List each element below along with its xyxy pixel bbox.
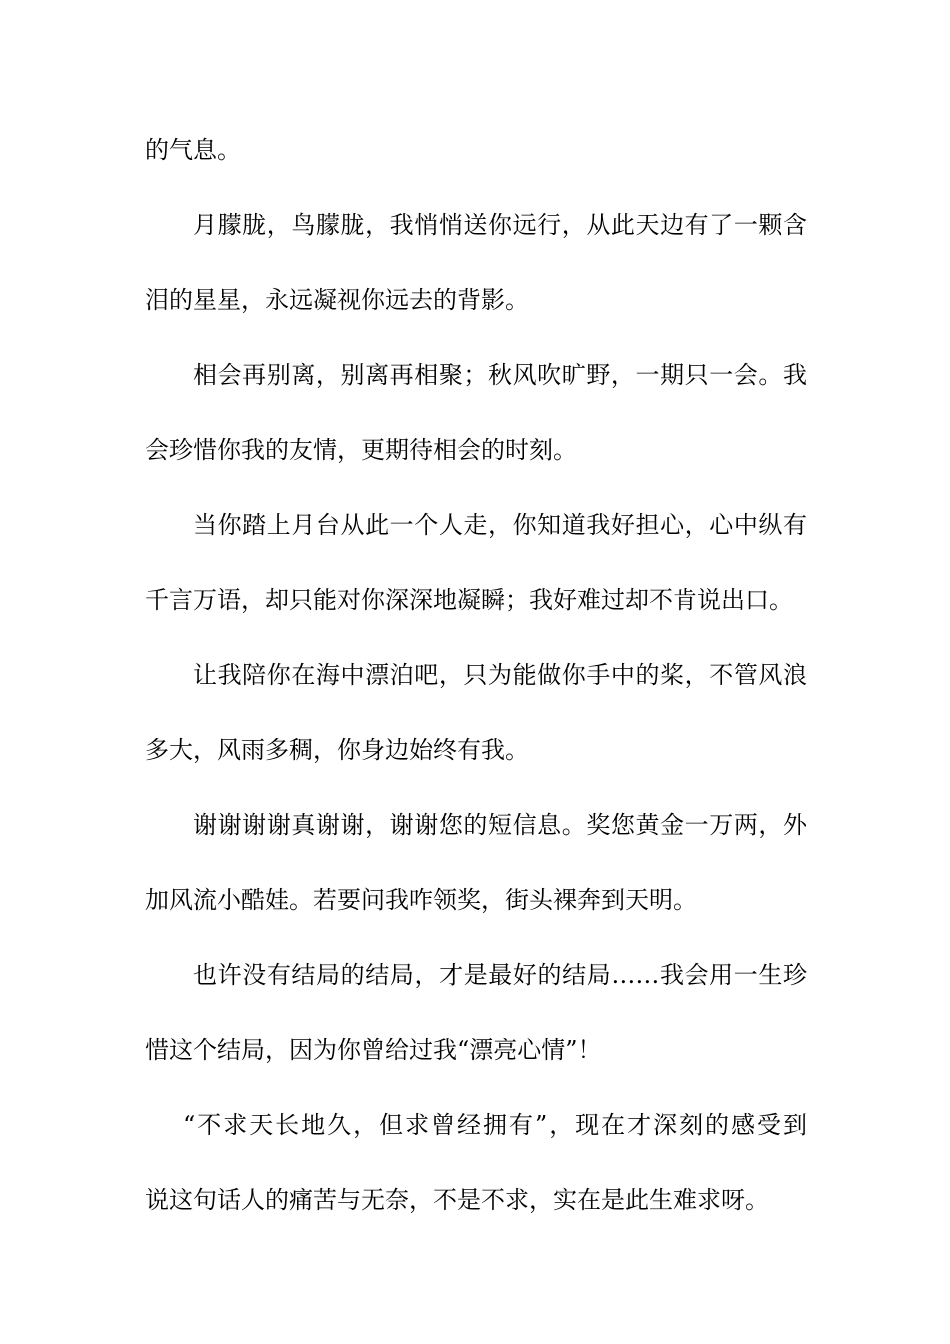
text-line: 当你踏上月台从此一个人走，你知道我好担心，心中纵有 <box>193 511 807 539</box>
text-line: 泪的星星，永远凝视你远去的背影。 <box>145 286 529 314</box>
text-line: 让我陪你在海中漂泊吧，只为能做你手中的桨，不管风浪 <box>193 661 807 689</box>
text-line: 的气息。 <box>145 136 241 164</box>
text-line: 相会再别离，别离再相聚；秋风吹旷野，一期只一会。我 <box>193 361 807 389</box>
text-line: 也许没有结局的结局，才是最好的结局……我会用一生珍 <box>193 961 807 989</box>
text-line: “不求天长地久，但求曾经拥有”，现在才深刻的感受到 <box>183 1111 807 1139</box>
text-line: 谢谢谢谢真谢谢，谢谢您的短信息。奖您黄金一万两，外 <box>193 811 807 839</box>
text-line: 会珍惜你我的友情，更期待相会的时刻。 <box>145 436 577 464</box>
text-line: 说这句话人的痛苦与无奈，不是不求，实在是此生难求呀。 <box>145 1186 769 1214</box>
text-line: 千言万语，却只能对你深深地凝瞬；我好难过却不肯说出口。 <box>145 586 793 614</box>
text-line: 加风流小酷娃。若要问我咋领奖，街头裸奔到天明。 <box>145 886 697 914</box>
text-line: 多大，风雨多稠，你身边始终有我。 <box>145 736 529 764</box>
text-line: 惜这个结局，因为你曾给过我“漂亮心情”！ <box>145 1036 602 1064</box>
text-line: 月朦胧，鸟朦胧，我悄悄送你远行，从此天边有了一颗含 <box>193 211 807 239</box>
